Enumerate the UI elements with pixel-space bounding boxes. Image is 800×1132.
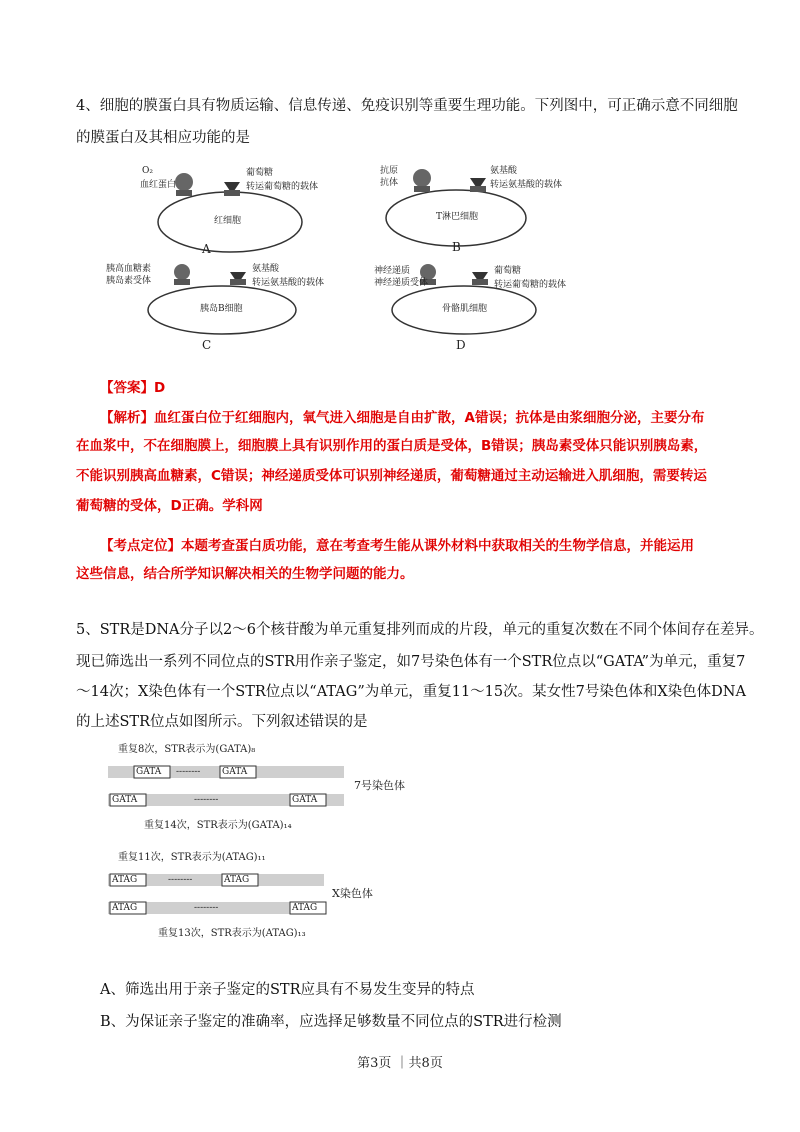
analysis-line-3: 不能识别胰高血糖素，C错误；神经递质受体可识别神经递质，葡萄糖通过主动运输进入肌细胞，需要转运 bbox=[76, 468, 707, 484]
diagram-c-left-top: 胰高血糖素 bbox=[106, 264, 152, 274]
diagram-b-cell-name: T淋巴细胞 bbox=[436, 212, 479, 222]
analysis-line-2: 在血浆中，不在细胞膜上，细胞膜上具有识别作用的蛋白质是受体，B错误；胰岛素受体只能识别胰岛素， bbox=[76, 438, 708, 454]
analysis-line-1: 【解析】血红蛋白位于红细胞内，氧气进入细胞是自由扩散，A错误；抗体是由浆细胞分泌，主要分布 bbox=[100, 410, 705, 426]
q5-stem-line1: 5、STR是DNA分子以2～6个核苷酸为单元重复排列而成的片段，单元的重复次数在不同个体间存在差异。 bbox=[76, 622, 764, 638]
q5-stem-line3: ～14次；X染色体有一个STR位点以“ATAG”为单元，重复11～15次。某女性7号染色体和X染色体DNA bbox=[76, 684, 746, 700]
diagram-d-caption: D bbox=[456, 338, 466, 352]
diagram-b bbox=[378, 160, 563, 270]
diagram-d-right-top: 葡萄糖 bbox=[494, 266, 522, 276]
diagram-a-caption: A bbox=[202, 242, 211, 256]
diagram-b-right-top: 氨基酸 bbox=[490, 166, 518, 176]
chr7-top-caption: 重复8次，STR表示为(GATA)₈ bbox=[118, 744, 256, 755]
diagram-a-right-bottom: 转运葡萄糖的载体 bbox=[246, 182, 319, 192]
diagram-a-left-top: O₂ bbox=[142, 166, 153, 176]
q5-option-a: A、筛选出用于亲子鉴定的STR应具有不易发生变异的特点 bbox=[100, 982, 475, 998]
chr7-bottom-caption: 重复14次，STR表示为(GATA)₁₄ bbox=[144, 820, 292, 831]
diagram-a bbox=[140, 160, 320, 270]
chrx-top-unit-right: ATAG bbox=[224, 875, 250, 885]
diagram-a-left-bottom: 血红蛋白 bbox=[140, 180, 177, 190]
diagram-d-cell-name: 骨骼肌细胞 bbox=[442, 304, 488, 314]
analysis-line-4: 葡萄糖的受体，D正确。学科网 bbox=[76, 498, 263, 514]
diagram-c-left-bottom: 胰岛素受体 bbox=[106, 276, 152, 286]
diagram-d-left-bottom: 神经递质受体 bbox=[374, 278, 429, 288]
diagram-a-right-top: 葡萄糖 bbox=[246, 168, 274, 178]
diagram-b-right-bottom: 转运氨基酸的载体 bbox=[490, 180, 563, 190]
chr7-bottom-dots: -------- bbox=[194, 795, 219, 805]
chrx-label: X染色体 bbox=[332, 887, 373, 900]
chr7-label: 7号染色体 bbox=[354, 779, 405, 792]
q5-stem-line2: 现已筛选出一系列不同位点的STR用作亲子鉴定，如7号染色体有一个STR位点以“GATA”为单元，重复7 bbox=[76, 654, 746, 670]
chrx-bottom-unit-left: ATAG bbox=[112, 903, 138, 913]
chrx-top-dots: -------- bbox=[168, 875, 193, 885]
chrx-top-unit-left: ATAG bbox=[112, 875, 138, 885]
key-point-line-2: 这些信息，结合所学知识解决相关的生物学问题的能力。 bbox=[76, 566, 414, 582]
diagram-a-graphic bbox=[140, 160, 320, 270]
answer-text: 【答案】D bbox=[100, 380, 166, 396]
page-footer: 第3页 ｜共8页 bbox=[357, 1056, 443, 1071]
diagram-d-left-top: 神经递质 bbox=[374, 266, 411, 276]
chr7-bottom-unit-left: GATA bbox=[112, 795, 138, 805]
chrx-bottom-unit-right: ATAG bbox=[292, 903, 318, 913]
chrx-top-caption: 重复11次，STR表示为(ATAG)₁₁ bbox=[118, 852, 266, 863]
chr7-top-unit-right: GATA bbox=[222, 767, 248, 777]
diagram-c bbox=[104, 262, 324, 342]
q5-stem-line4: 的上述STR位点如图所示。下列叙述错误的是 bbox=[76, 714, 368, 730]
diagram-d-right-bottom: 转运葡萄糖的载体 bbox=[494, 280, 567, 290]
q5-option-b: B、为保证亲子鉴定的准确率，应选择足够数量不同位点的STR进行检测 bbox=[100, 1014, 562, 1030]
chrx-bottom-dots: -------- bbox=[194, 903, 219, 913]
q4-stem-line1: 4、细胞的膜蛋白具有物质运输、信息传递、免疫识别等重要生理功能。下列图中，可正确示意不同细胞 bbox=[76, 98, 738, 114]
diagram-c-right-top: 氨基酸 bbox=[252, 264, 280, 274]
chr7-top-dots: -------- bbox=[176, 767, 201, 777]
diagram-d bbox=[376, 262, 586, 342]
diagram-b-left-bottom: 抗体 bbox=[380, 178, 399, 188]
str-figure bbox=[104, 740, 424, 952]
diagram-c-caption: C bbox=[202, 338, 212, 352]
diagram-b-caption: B bbox=[452, 240, 461, 254]
diagram-a-cell-name: 红细胞 bbox=[214, 216, 242, 226]
diagram-c-right-bottom: 转运氨基酸的载体 bbox=[252, 278, 325, 288]
diagram-b-left-top: 抗原 bbox=[380, 166, 399, 176]
chr7-top-unit-left: GATA bbox=[136, 767, 162, 777]
key-point-line-1: 【考点定位】本题考查蛋白质功能，意在考查考生能从课外材料中获取相关的生物学信息，并能运用 bbox=[100, 538, 694, 554]
chrx-bottom-caption: 重复13次，STR表示为(ATAG)₁₃ bbox=[158, 928, 306, 939]
q4-stem-line2: 的膜蛋白及其相应功能的是 bbox=[76, 130, 250, 146]
diagram-c-cell-name: 胰岛B细胞 bbox=[200, 304, 243, 314]
chr7-bottom-unit-right: GATA bbox=[292, 795, 318, 805]
